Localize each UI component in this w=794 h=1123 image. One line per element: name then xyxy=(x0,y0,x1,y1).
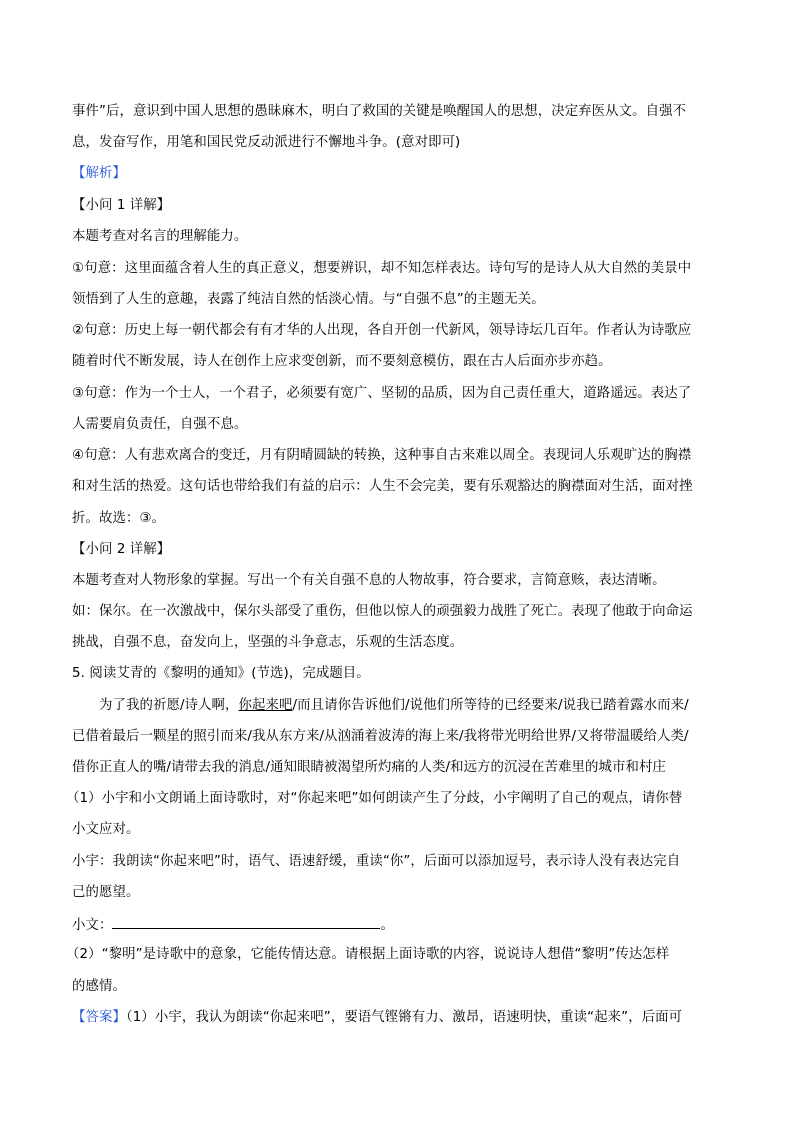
answer-blank[interactable] xyxy=(112,915,380,929)
poem-line: 已借着最后一颗星的照引而来/我从东方来/从汹涌着波涛的海上来/我将带光明给世界/又将带温暖给人类/ xyxy=(72,729,689,744)
sub-question-heading: 【小问 2 详解】 xyxy=(72,542,171,557)
text-line: 的感情。 xyxy=(72,979,126,994)
text-line: 小宇：我朗读“你起来吧”时，语气、语速舒缓，重读“你”，后面可以添加逗号，表示诗人没有表达完自 xyxy=(72,854,681,869)
text-line: 领悟到了人生的意趣，表露了纯洁自然的恬淡心情。与“自强不息”的主题无关。 xyxy=(72,292,545,307)
text-line: 随着时代不断发展，诗人在创作上应求变创新，而不要刻意模仿，跟在古人后面亦步亦趋。 xyxy=(72,354,612,369)
poem-line xyxy=(72,697,689,715)
poem-rest: /而且请你告诉他们/说他们所等待的已经要来/说我已踏着露水而来/ xyxy=(292,698,689,713)
answer-text: （1）小宇，我认为朗读“你起来吧”，要语气铿锵有力、激昂，语速明快，重读“起来”，后面可 xyxy=(125,1010,683,1025)
answer-line xyxy=(72,1009,682,1027)
text-line: 折。故选：③。 xyxy=(72,511,166,526)
analysis-heading: 【解析】 xyxy=(72,166,126,181)
text-line: 息，发奋写作，用笔和国民党反动派进行不懈地斗争。(意对即可) xyxy=(72,135,461,150)
blank-period: 。 xyxy=(380,918,394,933)
poem-underlined-phrase: 你起来吧 xyxy=(238,698,293,713)
text-line: ②句意：历史上每一朝代都会有有才华的人出现，各自开创一代新风，领导诗坛几百年。作者认为诗歌应 xyxy=(72,323,692,338)
poem-prefix: 为了我的祈愿/诗人啊， xyxy=(99,698,239,713)
blank-label: 小文： xyxy=(72,918,113,933)
text-line: 人需要肩负责任，自强不息。 xyxy=(72,417,248,432)
text-line: （1）小宇和小文朗诵上面诗歌时，对“你起来吧”如何朗读产生了分歧，小宇阐明了自己的观点，请你替 xyxy=(66,791,683,806)
text-line: 小文应对。 xyxy=(72,822,140,837)
text-line: ③句意：作为一个士人，一个君子，必须要有宽广、坚韧的品质，因为自己责任重大，道路遥远。表达了 xyxy=(72,386,692,401)
sub-question-heading: 【小问 1 详解】 xyxy=(72,198,171,213)
answer-blank-line xyxy=(72,915,394,933)
text-line: （2）“黎明”是诗歌中的意象，它能传情达意。请根据上面诗歌的内容，说说诗人想借“黎明”传达怎样 xyxy=(66,947,670,962)
text-line: ④句意：人有悲欢离合的变迁，月有阴晴圆缺的转换，这种事自古来难以周全。表现词人乐观旷达的胸襟 xyxy=(72,448,692,463)
text-line: 本题考查对人物形象的掌握。写出一个有关自强不息的人物故事，符合要求，言简意赅，表达清晰。 xyxy=(72,573,666,588)
answer-label: 【答案】 xyxy=(72,1010,126,1025)
question-title: 5. 阅读艾青的《黎明的通知》(节选)，完成题目。 xyxy=(72,666,370,681)
text-line: 己的愿望。 xyxy=(72,885,140,900)
poem-line: 借你正直人的嘴/请带去我的消息/通知眼睛被渴望所灼痛的人类/和远方的沉浸在苦难里的城市和村庄 xyxy=(72,760,666,775)
text-line: 本题考查对名言的理解能力。 xyxy=(72,229,248,244)
text-line: 挑战，自强不息，奋发向上，坚强的斗争意志，乐观的生活态度。 xyxy=(72,635,464,650)
text-line: 如：保尔。在一次激战中，保尔头部受了重伤，但他以惊人的顽强毅力战胜了死亡。表现了他敢于向命运 xyxy=(72,604,693,619)
text-line: 事件”后，意识到中国人思想的愚昧麻木，明白了救国的关键是唤醒国人的思想，决定弃医从文。自强不 xyxy=(72,104,687,119)
text-line: 和对生活的热爱。这句话也带给我们有益的启示：人生不会完美，要有乐观豁达的胸襟面对生活，面对挫 xyxy=(72,479,693,494)
text-line: ①句意：这里面蕴含着人生的真正意义，想要辨识，却不知怎样表达。诗句写的是诗人从大自然的美景中 xyxy=(72,261,692,276)
